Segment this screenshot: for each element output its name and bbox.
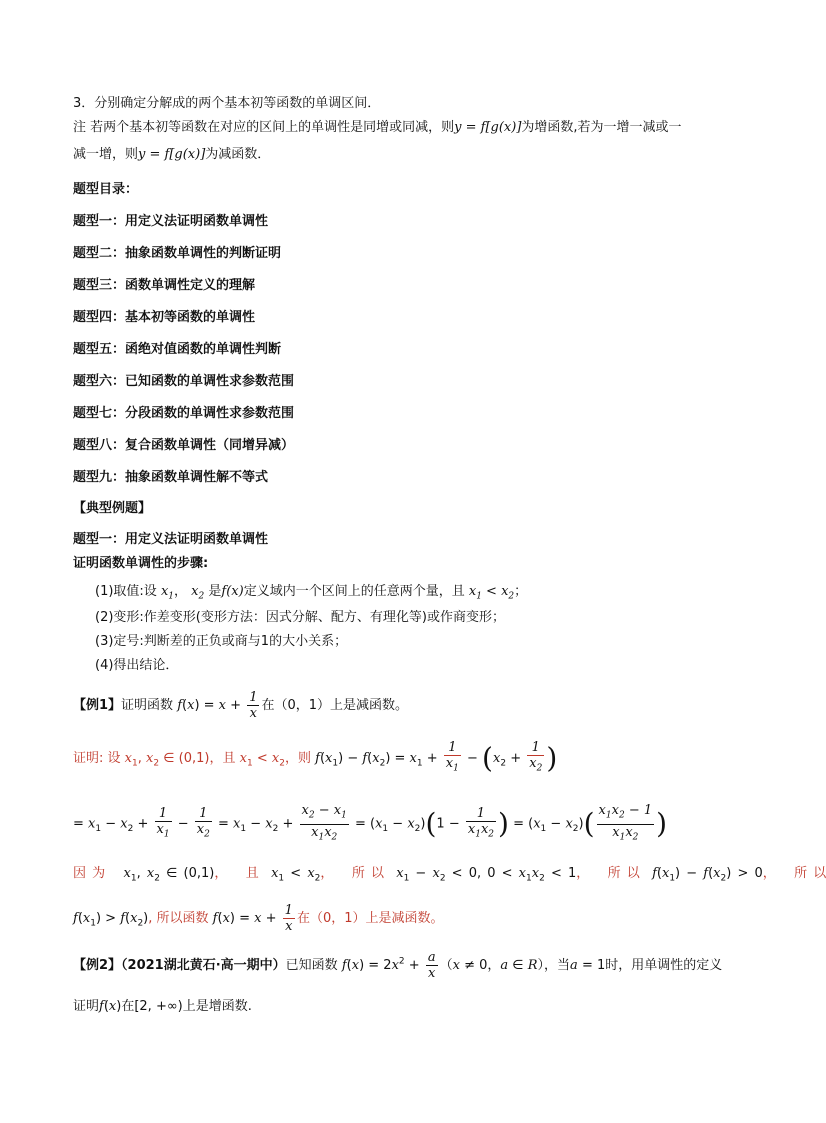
toc-item: 题型四：基本初等函数的单调性 — [73, 310, 256, 325]
toc-item: 题型二：抽象函数单调性的判断证明 — [73, 246, 282, 261]
composite-function-expr: y = f[g(x)] — [454, 120, 522, 135]
intro-note-line2: 减一增，则y = f[g(x)]为减函数． — [73, 147, 271, 162]
toc-title: 题型目录： — [73, 182, 139, 197]
toc-item: 题型一：用定义法证明函数单调性 — [73, 214, 269, 229]
intro-item-3: 3．分别确定分解成的两个基本初等函数的单调区间． — [73, 96, 381, 111]
steps-title: 证明函数单调性的步骤: — [73, 556, 209, 571]
toc-item: 题型三：函数单调性定义的理解 — [73, 278, 256, 293]
step-3: (3)定号:判断差的正负或商与1的大小关系； — [95, 634, 348, 649]
toc-item: 题型八：复合函数单调性（同增异减） — [73, 438, 295, 453]
proof-line-3: 因 为 $x_1$, $x_2$ ∈ (0,1)， 且 $x_1 < x_2$， 所 以 $x_1 - x_2 < 0$, $0 < x_1x_2 < 1$， 所 以 $f(x_1) - f(x_2) > 0$， 所 以 — [73, 866, 826, 884]
intro-note-line1: 注 若两个基本初等函数在对应的区间上的单调性是同增或同减，则y = f[g(x)]为增函数,若为一增一减或一 — [73, 120, 682, 135]
step-2: (2)变形:作差变形(变形方法：因式分解、配方、有理化等)或作商变形； — [95, 610, 505, 625]
toc-item: 题型五：函绝对值函数的单调性判断 — [73, 342, 282, 357]
proof-conclusion: $f(x_1) > f(x_2)$, 所以函数 f(x) = x + $\frac{1}{x}$ 在（0，1）上是减函数。 — [73, 903, 444, 934]
toc-item: 题型九：抽象函数单调性解不等式 — [73, 470, 269, 485]
example-1: 【例1】证明函数 f(x) = x + $\frac{1}{x}$ 在（0，1）上是减函数。 — [73, 690, 409, 721]
step-4: (4)得出结论． — [95, 658, 179, 673]
examples-header: 【典型例题】 — [73, 501, 152, 516]
type1-heading: 题型一：用定义法证明函数单调性 — [73, 532, 269, 547]
proof-line-2: = $x_1 - x_2$ + $\frac{1}{x_1}$ − $\frac{1}{x_2}$ = $x_1 - x_2$ + $\frac{x_2 - x_1}{x_1x_2}$ = $(x_1 - x_2)(1$ − $\frac{1}{x_1x_2}$ ) = $(x_1 - x_2)$( $\frac{x_1x_2 - 1}{x_1x_2}$ ) — [73, 803, 668, 843]
example-2-line2: 证明f(x)在[2, +∞)上是增函数. — [73, 999, 252, 1014]
proof-line-1: 证明: 设 $x_1$, $x_2$ ∈ (0,1)，且 $x_1 < x_2$，则 $f(x_1) - f(x_2) = x_1$ + $\frac{1}{x_1}$ − ($x_2$ + $\frac{1}{x_2}$ ) — [73, 740, 558, 775]
toc-item: 题型六：已知函数的单调性求参数范围 — [73, 374, 295, 389]
step-1: (1)取值:设 $x_1$， $x_2$ 是f(x)定义域内一个区间上的任意两个量，且 $x_1 < x_2$； — [95, 584, 528, 602]
example-2: 【例2】（2021湖北黄石·高一期中）已知函数 $f(x) = 2x^2$ + $\frac{a}{x}$ （x ≠ 0，a ∈ R），当a = 1时，用单调性的定义 — [73, 950, 723, 981]
toc-item: 题型七：分段函数的单调性求参数范围 — [73, 406, 295, 421]
